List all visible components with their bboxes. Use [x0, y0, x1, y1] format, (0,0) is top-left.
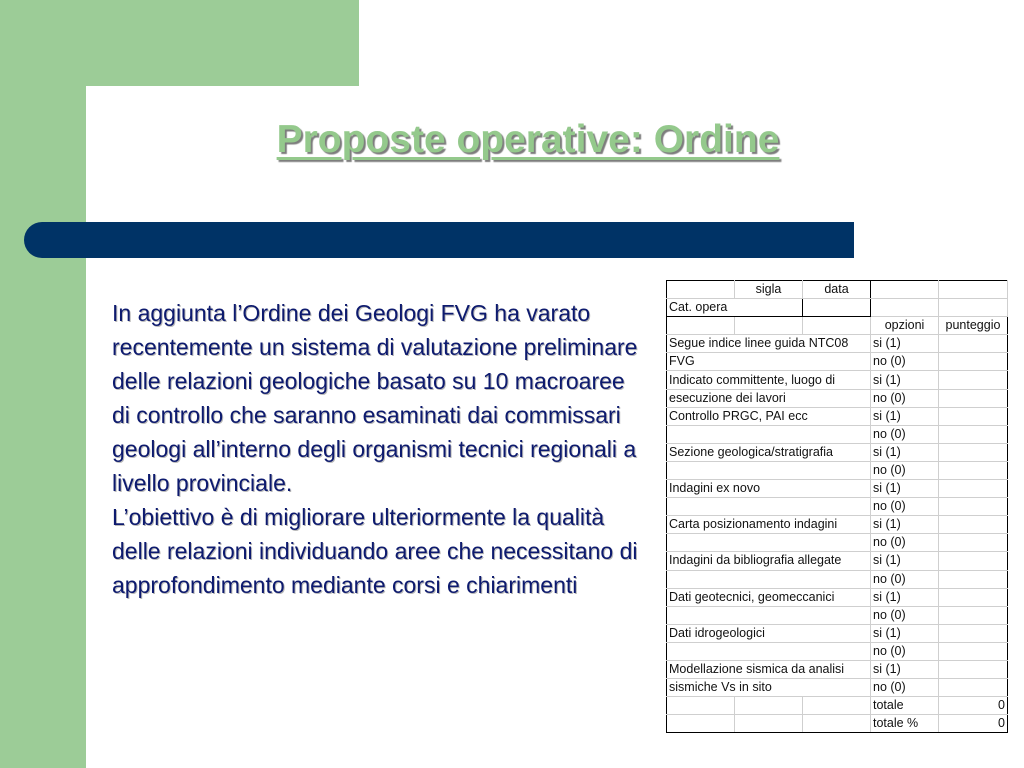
sheet-cell — [939, 281, 1008, 299]
score-cell — [939, 606, 1008, 624]
criterion-label: esecuzione dei lavori — [667, 389, 871, 407]
table-row — [667, 588, 1008, 606]
totale-row — [667, 697, 1008, 715]
table-row — [667, 642, 1008, 660]
totale-pct-row — [667, 715, 1008, 733]
criterion-label: Dati geotecnici, geomeccanici — [667, 588, 871, 606]
option-cell: no (0) — [871, 498, 939, 516]
criterion-label: Modellazione sismica da analisi — [667, 660, 871, 678]
score-cell — [939, 534, 1008, 552]
option-cell: no (0) — [871, 570, 939, 588]
sheet-header-row — [667, 281, 1008, 299]
table-row — [667, 443, 1008, 461]
sigla-header: sigla — [735, 281, 803, 299]
data-header: data — [803, 281, 871, 299]
sheet-cell — [667, 715, 735, 733]
score-cell — [939, 588, 1008, 606]
slide-body — [112, 296, 642, 602]
score-cell — [939, 679, 1008, 697]
option-cell: no (0) — [871, 606, 939, 624]
title-divider-bar — [24, 222, 854, 258]
score-cell — [939, 642, 1008, 660]
left-green-band — [0, 0, 86, 768]
sheet-cell — [871, 281, 939, 299]
score-cell — [939, 461, 1008, 479]
table-row — [667, 371, 1008, 389]
table-row — [667, 660, 1008, 678]
score-cell — [939, 407, 1008, 425]
evaluation-spreadsheet — [666, 280, 1008, 733]
score-cell — [939, 371, 1008, 389]
sheet-cell — [803, 697, 871, 715]
option-cell: si (1) — [871, 371, 939, 389]
criterion-label — [667, 498, 871, 516]
option-cell: si (1) — [871, 407, 939, 425]
table-row — [667, 498, 1008, 516]
criterion-label: Sezione geologica/stratigrafia — [667, 443, 871, 461]
criterion-label: Indagini ex novo — [667, 480, 871, 498]
table-row — [667, 516, 1008, 534]
option-cell: si (1) — [871, 588, 939, 606]
sheet-cell — [803, 317, 871, 335]
option-cell: no (0) — [871, 679, 939, 697]
option-cell: no (0) — [871, 425, 939, 443]
sheet-cell — [667, 317, 735, 335]
score-cell — [939, 353, 1008, 371]
table-row — [667, 624, 1008, 642]
criterion-label: Carta posizionamento indagini — [667, 516, 871, 534]
totale-pct-value: 0 — [939, 715, 1008, 733]
option-cell: no (0) — [871, 389, 939, 407]
table-row — [667, 606, 1008, 624]
criterion-label — [667, 606, 871, 624]
top-green-band — [86, 0, 359, 86]
opzioni-header: opzioni — [871, 317, 939, 335]
option-cell: si (1) — [871, 552, 939, 570]
table-row — [667, 389, 1008, 407]
table-row — [667, 353, 1008, 371]
sheet-cell — [667, 281, 735, 299]
totale-pct-label: totale % — [871, 715, 939, 733]
table-row — [667, 425, 1008, 443]
totale-label: totale — [871, 697, 939, 715]
sheet-cell — [667, 697, 735, 715]
cat-opera-row — [667, 299, 1008, 317]
criterion-label: Indicato committente, luogo di — [667, 371, 871, 389]
option-cell: si (1) — [871, 480, 939, 498]
sheet-columns-row — [667, 317, 1008, 335]
sheet-cell — [939, 299, 1008, 317]
score-cell — [939, 624, 1008, 642]
criterion-label: Indagini da bibliografia allegate — [667, 552, 871, 570]
option-cell: si (1) — [871, 443, 939, 461]
score-cell — [939, 443, 1008, 461]
criterion-label — [667, 534, 871, 552]
sheet-cell — [735, 697, 803, 715]
criterion-label: sismiche Vs in sito — [667, 679, 871, 697]
table-row — [667, 570, 1008, 588]
option-cell: no (0) — [871, 534, 939, 552]
sheet-cell — [735, 715, 803, 733]
table-row — [667, 552, 1008, 570]
score-cell — [939, 570, 1008, 588]
cat-opera-label: Cat. opera — [667, 299, 803, 317]
table-row — [667, 407, 1008, 425]
criterion-label: Segue indice linee guida NTC08 — [667, 335, 871, 353]
score-cell — [939, 552, 1008, 570]
score-cell — [939, 425, 1008, 443]
criterion-label — [667, 425, 871, 443]
body-paragraph: L’obiettivo è di migliorare ulteriormente la qualità delle relazioni individuando aree che necessitano di approfondimento mediante corsi e chiarimenti — [112, 504, 638, 598]
criterion-label: FVG — [667, 353, 871, 371]
totale-value: 0 — [939, 697, 1008, 715]
slide-title: Proposte operative: Ordine — [276, 118, 780, 161]
score-cell — [939, 335, 1008, 353]
sheet-cell — [735, 317, 803, 335]
score-cell — [939, 389, 1008, 407]
score-cell — [939, 516, 1008, 534]
option-cell: no (0) — [871, 353, 939, 371]
option-cell: si (1) — [871, 335, 939, 353]
body-paragraph: In aggiunta l’Ordine dei Geologi FVG ha varato recentemente un sistema di valutazione preliminare delle relazioni geologiche basato su 10 macroaree di controllo che saranno esaminati dai commissari geologi all’interno degli organismi tecnici regionali a livello provinciale. — [112, 300, 638, 496]
criterion-label: Controllo PRGC, PAI ecc — [667, 407, 871, 425]
score-cell — [939, 660, 1008, 678]
score-cell — [939, 498, 1008, 516]
score-cell — [939, 480, 1008, 498]
table-row — [667, 480, 1008, 498]
sheet-cell — [803, 715, 871, 733]
table-row — [667, 534, 1008, 552]
criterion-label — [667, 461, 871, 479]
criterion-label: Dati idrogeologici — [667, 624, 871, 642]
option-cell: si (1) — [871, 660, 939, 678]
option-cell: no (0) — [871, 461, 939, 479]
table-row — [667, 335, 1008, 353]
criterion-label — [667, 642, 871, 660]
table-row — [667, 461, 1008, 479]
punteggio-header: punteggio — [939, 317, 1008, 335]
cat-opera-value — [803, 299, 871, 317]
option-cell: si (1) — [871, 624, 939, 642]
option-cell: no (0) — [871, 642, 939, 660]
option-cell: si (1) — [871, 516, 939, 534]
criterion-label — [667, 570, 871, 588]
table-row — [667, 679, 1008, 697]
sheet-cell — [871, 299, 939, 317]
